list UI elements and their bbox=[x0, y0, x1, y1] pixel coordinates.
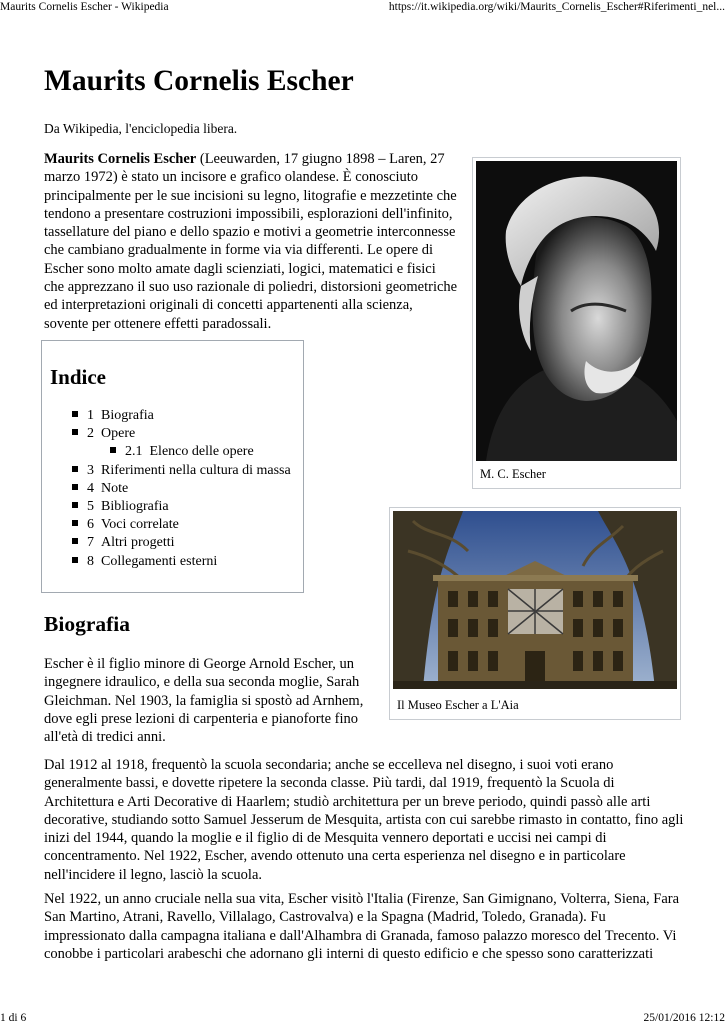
toc-item-label: Opere bbox=[101, 426, 136, 442]
bullet-icon bbox=[72, 520, 78, 526]
toc-item-label: Collegamenti esterni bbox=[101, 553, 218, 569]
toc-item-elenco-opere[interactable]: 2.1 Elenco delle opere bbox=[72, 443, 291, 461]
section-heading-biografia: Biografia bbox=[44, 612, 130, 636]
toc-item-label: Biografia bbox=[101, 408, 154, 423]
toc-item-altri-progetti[interactable]: 7 Altri progetti bbox=[72, 534, 291, 552]
toc-item-label: Voci correlate bbox=[101, 517, 179, 533]
toc-item-voci-correlate[interactable]: 6 Voci correlate bbox=[72, 516, 291, 534]
article-tagline: Da Wikipedia, l'enciclopedia libera. bbox=[44, 121, 238, 136]
toc-item-note[interactable]: 4 Note bbox=[72, 480, 291, 498]
toc-list bbox=[72, 407, 291, 571]
toc-item-collegamenti[interactable]: 8 Collegamenti esterni bbox=[72, 553, 291, 571]
page-header-title: Maurits Cornelis Escher - Wikipedia bbox=[0, 1, 169, 13]
museum-figure bbox=[389, 507, 681, 720]
biografia-paragraph-3: Nel 1922, un anno cruciale nella sua vita, Escher visitò l'Italia (Firenze, San Gimignano, Volterra, Siena, Fara San Martino, Atrani, Ravello, Villalago, Castrovalva) e la Spagna (Madrid, Toledo, Granada). Fu impressionato dalla campagna italiana e dall'Alhambra di Granada, famoso palazzo moresco del Trecento. Vi conobbe i particolari arabeschi che adornano gli interni di questo edificio e che spesso sono caratterizzati bbox=[44, 891, 680, 962]
biografia-paragraph-1: Escher è il figlio minore di George Arnold Escher, un ingegnere idraulico, e della sua seconda moglie, Sarah Gleichman. Nel 1903, la famiglia si spostò ad Arnhem, dove egli prese lezioni di carpenteria e pianoforte fino all'età di tredici anni. bbox=[44, 656, 364, 746]
bullet-icon bbox=[72, 466, 78, 472]
escher-portrait-image[interactable] bbox=[476, 161, 677, 461]
table-of-contents bbox=[41, 340, 304, 593]
toc-item-label: Note bbox=[101, 480, 129, 496]
intro-text: (Leeuwarden, 17 giugno 1898 – Laren, 27 marzo 1972) è stato un incisore e grafico olandese. È conosciuto principalmente per le sue incisioni su legno, litografie e mezzetinte che tendono a presentare costruzioni impossibili, esplorazioni dell'infinito, tassellature del piano e dello spazio e motivi a geometrie interconnesse che cambiano gradualmente in forme via via differenti. Le opere di Escher sono molto amate dagli scienziati, logici, matematici e fisici che apprezzano il suo uso razionale di poliedri, distorsioni geometriche ed interpretazioni originali di concetti appartenenti alla scienza, sovente per ottenere effetti paradossali. bbox=[44, 151, 458, 332]
toc-item-label: Bibliografia bbox=[101, 498, 169, 514]
toc-item-biografia[interactable]: 1 Biografia bbox=[72, 407, 291, 425]
bullet-icon bbox=[110, 447, 116, 453]
toc-item-bibliografia[interactable]: 5 Bibliografia bbox=[72, 498, 291, 516]
toc-item-label: Altri progetti bbox=[101, 535, 175, 551]
article-title: Maurits Cornelis Escher bbox=[44, 65, 354, 97]
bullet-icon bbox=[72, 557, 78, 563]
page-footer-pagenum: 1 di 6 bbox=[0, 1012, 27, 1024]
bullet-icon bbox=[72, 429, 78, 435]
museum-escher-image[interactable] bbox=[393, 511, 677, 689]
portrait-figure bbox=[472, 157, 681, 489]
page-footer-datetime: 25/01/2016 12:12 bbox=[643, 1012, 725, 1024]
bullet-icon bbox=[72, 411, 78, 417]
intro-paragraph bbox=[44, 150, 459, 333]
museum-caption: Il Museo Escher a L'Aia bbox=[397, 698, 519, 712]
page-header-url: https://it.wikipedia.org/wiki/Maurits_Cornelis_Escher#Riferimenti_nel... bbox=[388, 1, 725, 13]
bullet-icon bbox=[72, 484, 78, 490]
toc-title: Indice bbox=[50, 365, 107, 389]
toc-item-label: Riferimenti nella cultura di massa bbox=[101, 462, 291, 478]
intro-subject: Maurits Cornelis Escher bbox=[44, 151, 197, 167]
toc-item-label: Elenco delle opere bbox=[149, 444, 254, 460]
bullet-icon bbox=[72, 502, 78, 508]
portrait-caption: M. C. Escher bbox=[480, 467, 546, 481]
bullet-icon bbox=[72, 538, 78, 544]
toc-item-opere[interactable]: 2 Opere bbox=[72, 425, 291, 443]
biografia-paragraph-2: Dal 1912 al 1918, frequentò la scuola secondaria; anche se eccelleva nel disegno, i suoi voti erano generalmente bassi, e dovette ripetere la seconda classe. Più tardi, dal 1919, frequentò la Scuola di Architettura e Arti Decorative di Haarlem; studiò architettura per un breve periodo, quindi passò alle arti decorative, studiando sotto Samuel Jesserum de Mesquita, artista con cui sarebbe rimasto in contatto, fino agli inizi del 1944, quando la moglie e il figlio di de Mesquita vennero deportati e uccisi nei campi di concentramento. Nel 1922, Escher, avendo ottenuto una certa esperienza nel disegno e in particolare nell'incidere il legno, lasciò la scuola. bbox=[44, 757, 684, 883]
toc-item-riferimenti[interactable]: 3 Riferimenti nella cultura di massa bbox=[72, 462, 291, 480]
